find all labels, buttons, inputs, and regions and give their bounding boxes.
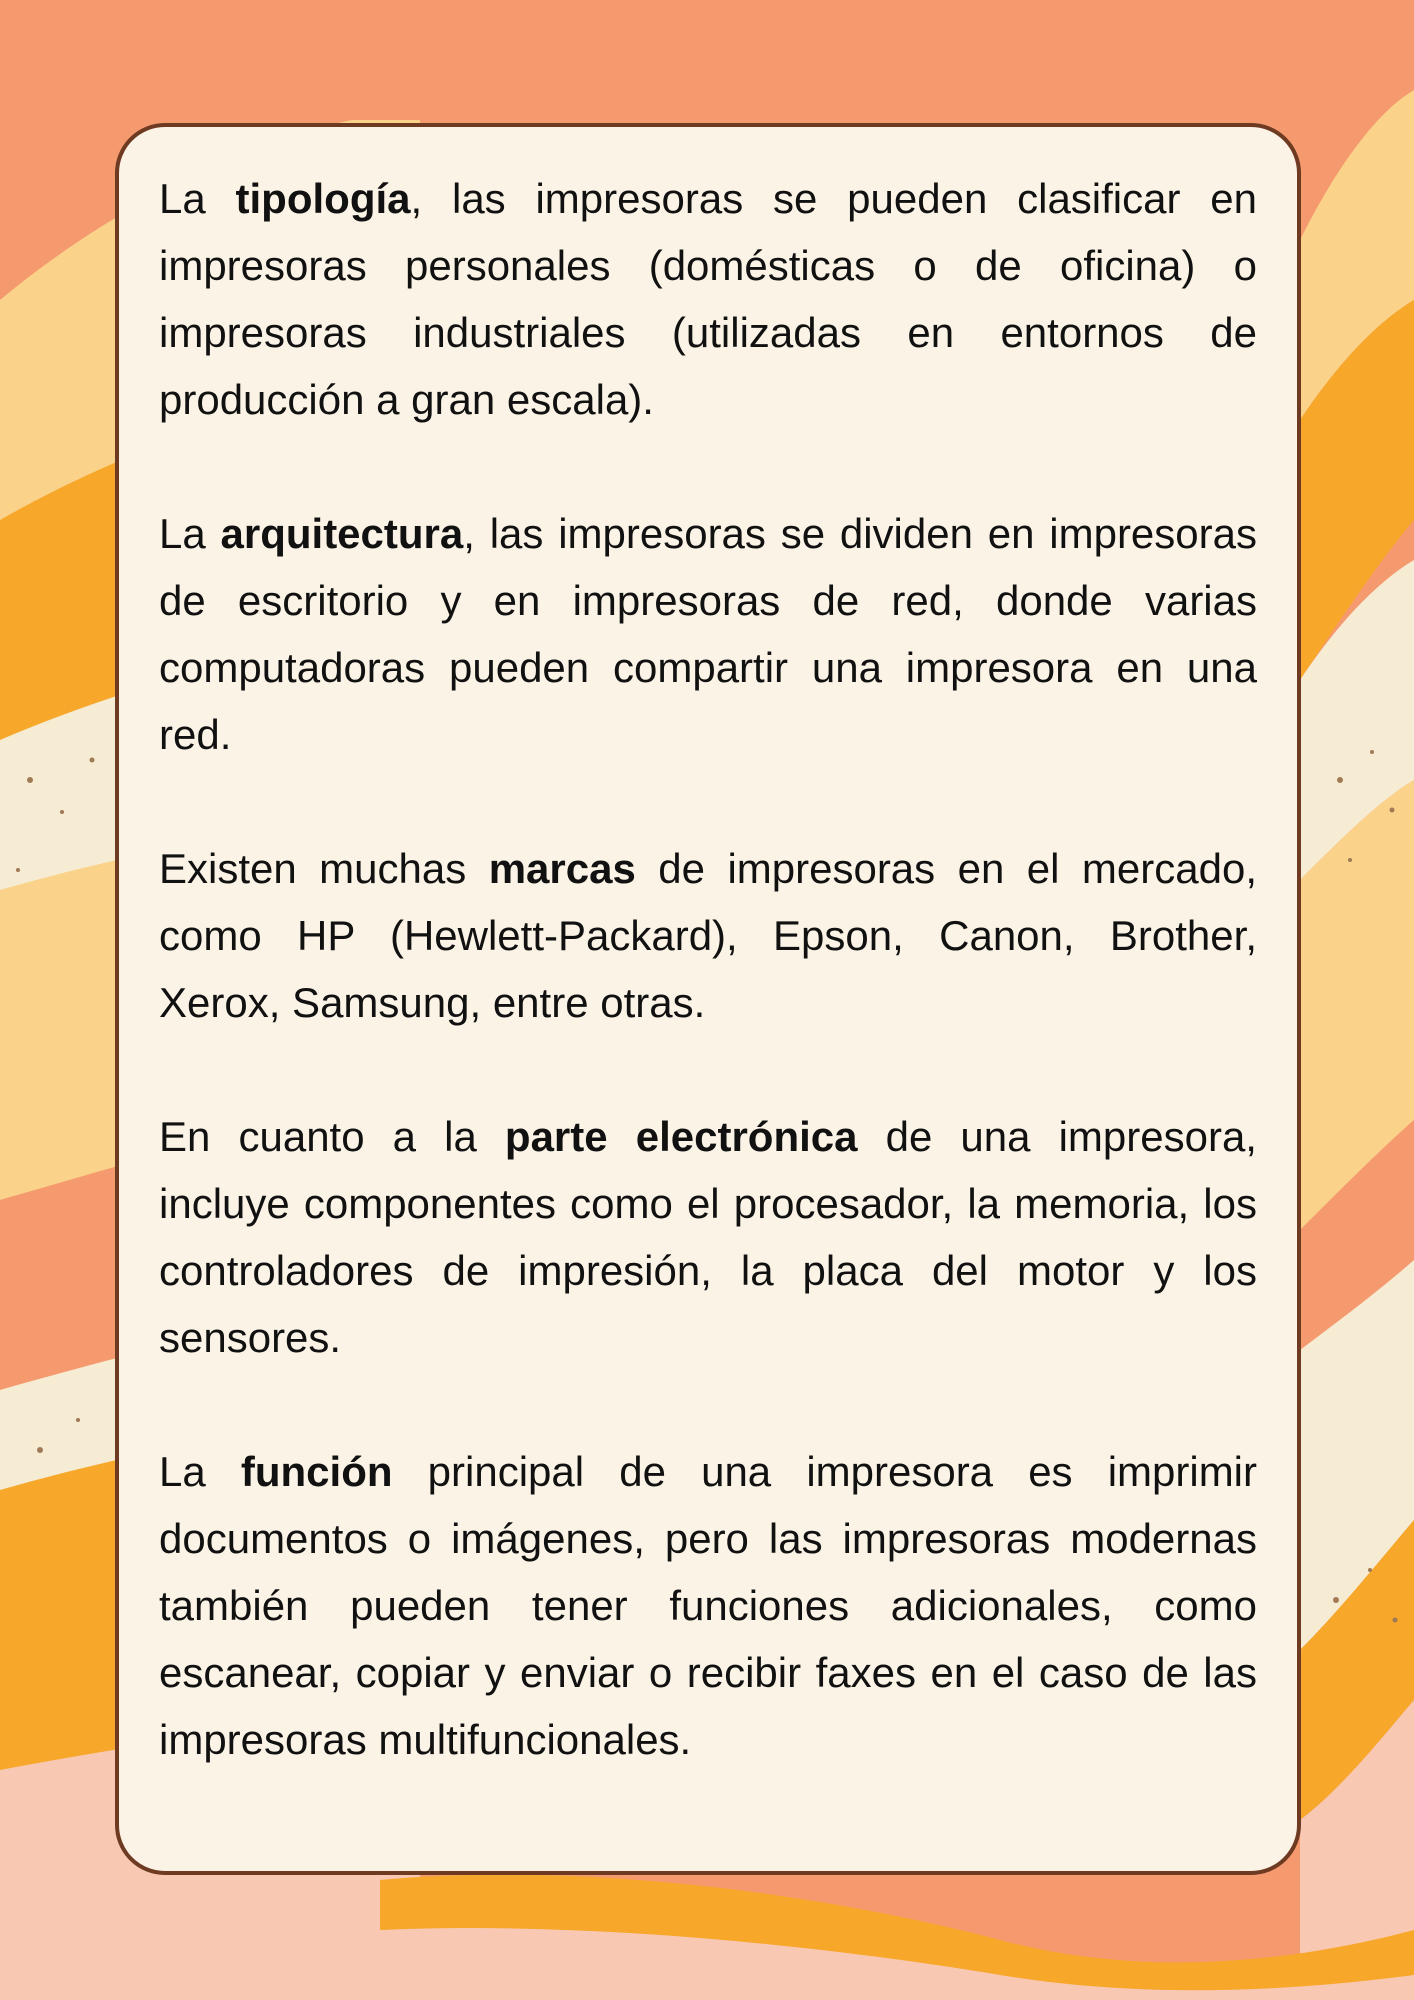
- paragraph-text: La: [159, 1448, 241, 1495]
- paragraph-text: , las impresoras se pueden clasificar en impresoras personales (domésticas o de oficina) o impresoras industriales (utilizadas en entornos de producción a gran escala).: [159, 175, 1258, 423]
- paragraph-text: La: [159, 175, 236, 222]
- bold-term-tipologia: tipología: [235, 175, 411, 222]
- paragraph-tipologia: [159, 165, 1257, 433]
- bold-term-marcas: marcas: [488, 845, 636, 892]
- paragraph-funcion: [159, 1438, 1257, 1773]
- bold-term-arquitectura: arquitectura: [220, 510, 464, 557]
- paragraph-text: , las impresoras se dividen en impresoras de escritorio y en impresoras de red, donde varias computadoras pueden compartir una impresora en una red.: [159, 510, 1257, 758]
- paragraph-text: La: [159, 510, 221, 557]
- paragraph-text: principal de una impresora es imprimir documentos o imágenes, pero las impresoras modernas también pueden tener funciones adicionales, como escanear, copiar y enviar o recibir faxes en el caso de las impresoras multifuncionales.: [159, 1448, 1257, 1763]
- text-card: [115, 123, 1301, 1875]
- paragraph-arquitectura: [159, 500, 1257, 768]
- paragraph-marcas: [159, 835, 1257, 1036]
- paragraph-parte-electronica: [159, 1103, 1257, 1371]
- paragraph-text: En cuanto a la: [159, 1113, 505, 1160]
- paragraph-text: de una impresora, incluye componentes como el procesador, la memoria, los controladores de impresión, la placa del motor y los sensores.: [159, 1113, 1257, 1361]
- paragraph-text: de impresoras en el mercado, como HP (Hewlett-Packard), Epson, Canon, Brother, Xerox, Samsung, entre otras.: [159, 845, 1257, 1026]
- paragraph-text: Existen muchas: [159, 845, 489, 892]
- bold-term-funcion: función: [240, 1448, 393, 1495]
- bold-term-parte-electronica: parte electrónica: [504, 1113, 858, 1160]
